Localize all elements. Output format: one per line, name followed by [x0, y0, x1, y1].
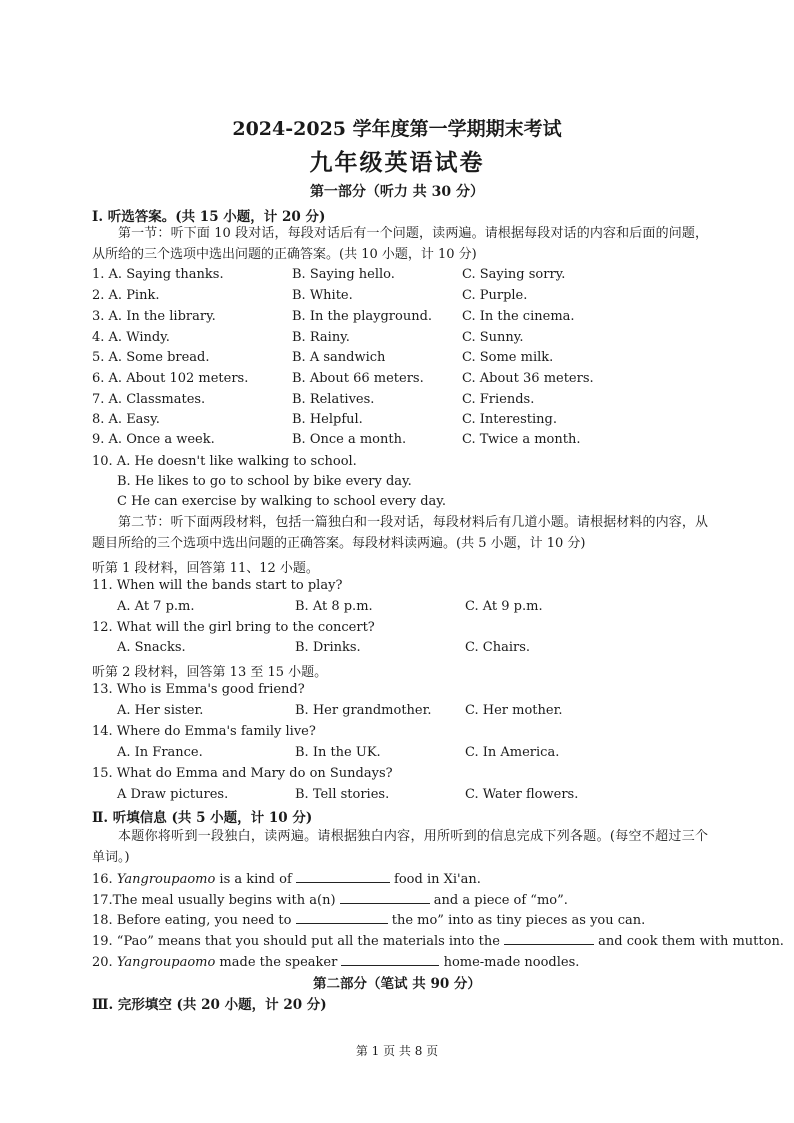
q4-option-c: C. Sunny.: [462, 330, 524, 345]
section1-heading: Ⅰ. 听选答案。(共 15 小题，计 20 分): [92, 209, 326, 225]
q18-answer-blank[interactable]: [296, 911, 388, 924]
q1-option-a: 1. A. Saying thanks.: [92, 267, 224, 282]
q2-option-a: 2. A. Pink.: [92, 288, 160, 303]
q5-option-c: C. Some milk.: [462, 350, 554, 365]
section1-part2-instructions: 第二节：听下面两段材料，包括一篇独白和一段对话，每段材料后有几道小题。请根据材料的内容，从题目所给的三个选项中选出问题的正确答案。每段材料读两遍。(共 5 小题，计 10 分): [92, 515, 708, 551]
part1-heading: 第一部分（听力 共 30 分）: [309, 184, 485, 200]
q8-option-a: 8. A. Easy.: [92, 412, 160, 427]
q14-option-b: B. In the UK.: [295, 745, 381, 760]
q4-option-b: B. Rainy.: [292, 330, 350, 345]
q17-answer-blank[interactable]: [340, 891, 430, 904]
q14-stem: 14. Where do Emma's family live?: [92, 724, 316, 739]
q12-option-b: B. Drinks.: [295, 640, 361, 655]
q5-option-b: B. A sandwich: [292, 350, 386, 365]
q16-number: 16.: [92, 872, 117, 887]
q18-text-end: the mo” into as tiny pieces as you can.: [387, 913, 646, 928]
q15-option-c: C. Water flowers.: [465, 787, 579, 802]
q17-text-start: 17.The meal usually begins with a(n): [92, 893, 340, 908]
q19-answer-blank[interactable]: [504, 932, 594, 945]
q7-option-b: B. Relatives.: [292, 392, 375, 407]
q6-option-a: 6. A. About 102 meters.: [92, 371, 249, 386]
q3-option-b: B. In the playground.: [292, 309, 433, 324]
q11-option-c: C. At 9 p.m.: [465, 599, 543, 614]
q13-option-a: A. Her sister.: [117, 703, 204, 718]
q19-text-end: and cook them with mutton.: [594, 934, 784, 949]
q2-option-b: B. White.: [292, 288, 353, 303]
q13-option-c: C. Her mother.: [465, 703, 563, 718]
q15-option-b: B. Tell stories.: [295, 787, 390, 802]
q3-option-c: C. In the cinema.: [462, 309, 575, 324]
question-20: [92, 953, 579, 970]
q14-option-c: C. In America.: [465, 745, 560, 760]
q17-text-end: and a piece of “mo”.: [429, 893, 568, 908]
q9-option-c: C. Twice a month.: [462, 432, 581, 447]
q11-option-b: B. At 8 p.m.: [295, 599, 373, 614]
q3-option-a: 3. A. In the library.: [92, 309, 216, 324]
question-18: [92, 911, 645, 928]
q16-dish-name: Yangroupaomo: [116, 872, 216, 887]
q16-text-mid: is a kind of: [215, 872, 296, 887]
q10-option-b: B. He likes to go to school by bike every day.: [117, 474, 412, 489]
q8-option-c: C. Interesting.: [462, 412, 557, 427]
section2-instructions: 本题你将听到一段独白，读两遍。请根据独白内容，用所听到的信息完成下列各题。(每空不超过三个单词。): [92, 829, 708, 865]
q10-option-c: C He can exercise by walking to school every day.: [117, 494, 447, 509]
section1-part1-instructions: 第一节：听下面 10 段对话，每段对话后有一个问题，读两遍。请根据每段对话的内容和后面的问题，从所给的三个选项中选出问题的正确答案。(共 10 小题，计 10 分): [92, 226, 708, 262]
material-1-note: 听第 1 段材料，回答第 11、12 小题。: [92, 561, 319, 576]
q6-option-c: C. About 36 meters.: [462, 371, 594, 386]
q1-option-c: C. Saying sorry.: [462, 267, 566, 282]
question-19: [92, 932, 784, 949]
q7-option-c: C. Friends.: [462, 392, 535, 407]
q6-option-b: B. About 66 meters.: [292, 371, 424, 386]
page-footer: 第 1 页 共 8 页: [355, 1044, 439, 1058]
exam-title: 2024-2025 学年度第一学期期末考试: [232, 118, 562, 140]
q5-option-a: 5. A. Some bread.: [92, 350, 210, 365]
q20-text-mid: made the speaker: [215, 955, 342, 970]
q1-option-b: B. Saying hello.: [292, 267, 395, 282]
q7-option-a: 7. A. Classmates.: [92, 392, 206, 407]
q16-text-end: food in Xi'an.: [389, 872, 481, 887]
q11-stem: 11. When will the bands start to play?: [92, 578, 343, 593]
q12-stem: 12. What will the girl bring to the concert?: [92, 620, 375, 635]
q9-option-b: B. Once a month.: [292, 432, 407, 447]
q8-option-b: B. Helpful.: [292, 412, 363, 427]
q18-text-start: 18. Before eating, you need to: [92, 913, 296, 928]
q13-option-b: B. Her grandmother.: [295, 703, 432, 718]
q11-option-a: A. At 7 p.m.: [117, 599, 195, 614]
q20-number: 20.: [92, 955, 117, 970]
q19-text-start: 19. “Pao” means that you should put all the materials into the: [92, 934, 505, 949]
section3-heading: Ⅲ. 完形填空 (共 20 小题，计 20 分): [92, 997, 327, 1013]
q15-option-a: A Draw pictures.: [117, 787, 229, 802]
q4-option-a: 4. A. Windy.: [92, 330, 170, 345]
q16-answer-blank[interactable]: [296, 870, 390, 883]
q2-option-c: C. Purple.: [462, 288, 528, 303]
q15-stem: 15. What do Emma and Mary do on Sundays?: [92, 766, 393, 781]
exam-subtitle: 九年级英语试卷: [309, 149, 485, 176]
section2-heading: Ⅱ. 听填信息 (共 5 小题，计 10 分): [92, 810, 313, 826]
q12-option-c: C. Chairs.: [465, 640, 530, 655]
q9-option-a: 9. A. Once a week.: [92, 432, 215, 447]
q13-stem: 13. Who is Emma's good friend?: [92, 682, 305, 697]
question-17: [92, 891, 568, 908]
q20-text-end: home-made noodles.: [439, 955, 580, 970]
q20-answer-blank[interactable]: [341, 953, 439, 966]
q20-dish-name: Yangroupaomo: [116, 955, 216, 970]
part2-heading: 第二部分（笔试 共 90 分）: [313, 976, 481, 992]
q10-option-a: 10. A. He doesn't like walking to school.: [92, 454, 357, 469]
q12-option-a: A. Snacks.: [117, 640, 186, 655]
question-16: [92, 870, 481, 887]
q14-option-a: A. In France.: [117, 745, 203, 760]
material-2-note: 听第 2 段材料，回答第 13 至 15 小题。: [92, 665, 328, 680]
